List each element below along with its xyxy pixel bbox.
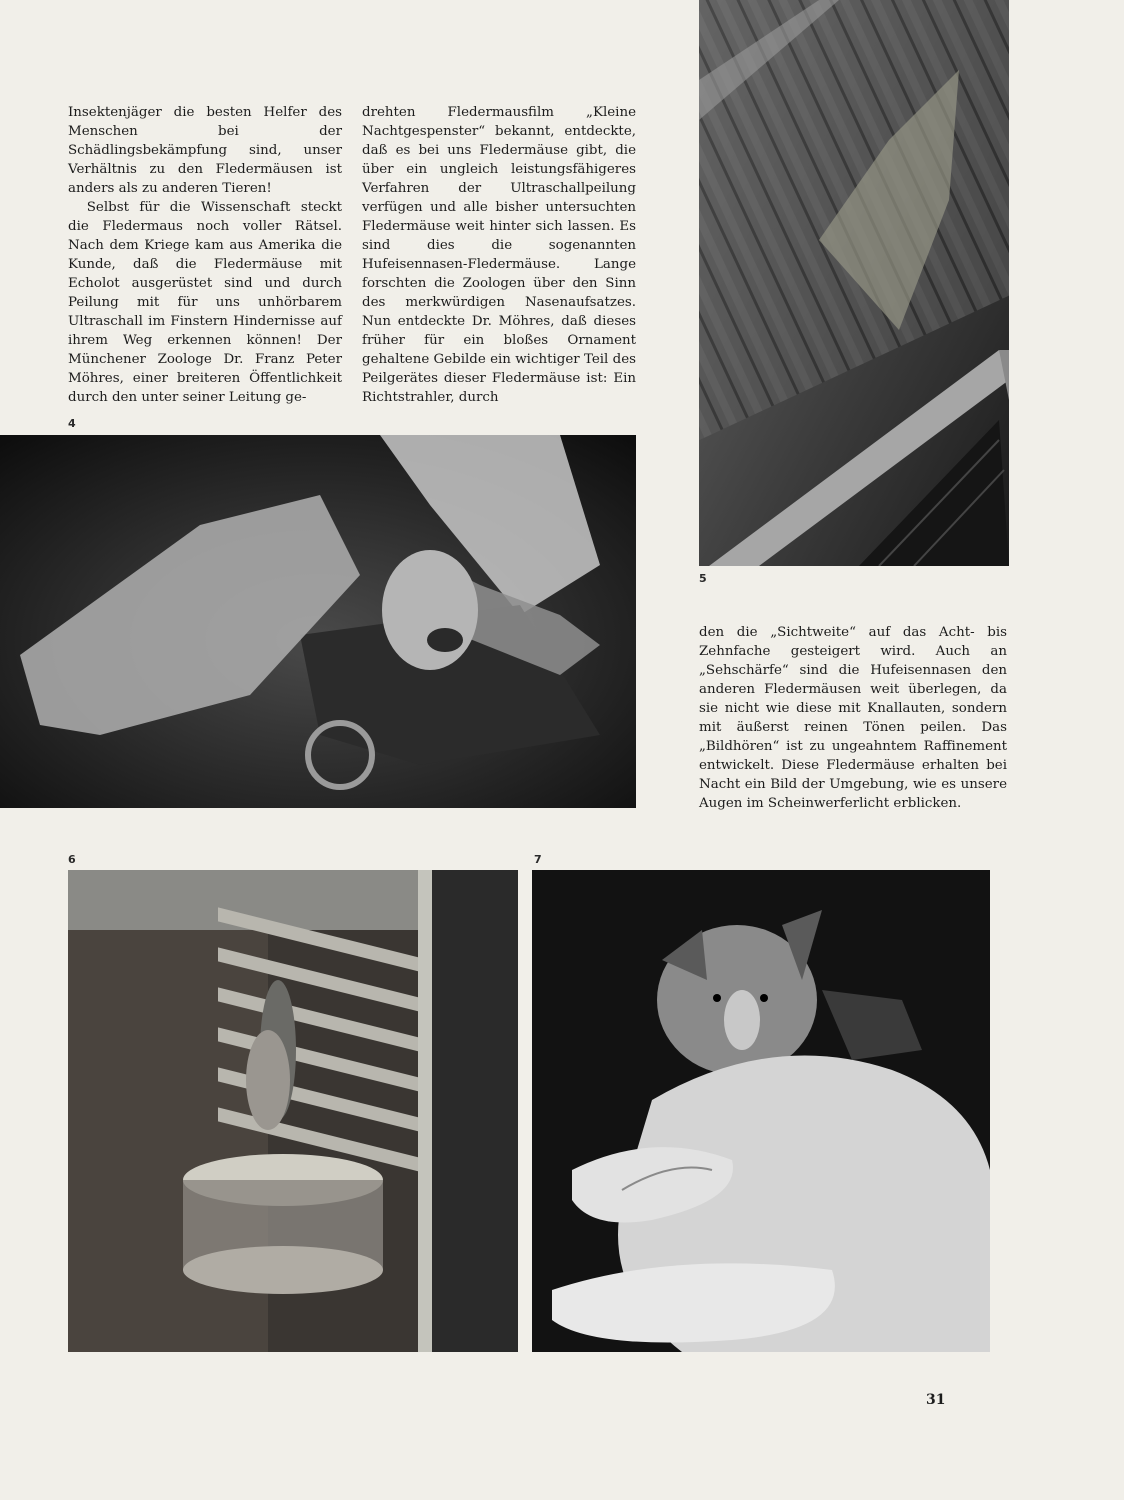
photo-bat-in-hand — [532, 870, 990, 1352]
page-number: 31 — [926, 1392, 946, 1408]
paragraph: drehten Fledermausfilm „Kleine Nachtgespenster“ bekannt, entdeckte, daß es bei uns Fledermäuse gibt, die über ein ungleich leistungsfähigeres Verfahren der Ultraschallpeilung verfügen und alle bisher untersuchten Fledermäuse weit hinter sich lassen. Es sind dies die sogenannten Hufeisennasen-Fledermäuse. Lange forschten die Zoologen über den Sinn des merkwürdigen Nasenaufsatzes. Nun entdeckte Dr. Möhres, daß dieses früher für ein bloßes Ornament gehaltene Gebilde ein wichtiger Teil des Peilgerätes dieser Fledermäuse ist: Ein Richtstrahler, durch — [362, 105, 636, 405]
text-column-3 — [699, 623, 1007, 813]
photo-bat-water-dish — [68, 870, 518, 1352]
paragraph: den die „Sichtweite“ auf das Acht- bis Zehnfache gesteigert wird. Auch an „Sehschärfe“ sind die Hufeisennasen den anderen Fledermäusen weit überlegen, da sie nicht wie diese mit Knallauten, sondern mit äußerst reinen Tönen peilen. Das „Bildhören“ ist zu ungeahntem Raffinement entwickelt. Diese Fledermäuse erhalten bei Nacht ein Bild der Umgebung, wie es unsere Augen im Scheinwerferlicht erblicken. — [699, 625, 1007, 811]
photo-bats-rafters — [699, 0, 1009, 566]
text-column-2 — [362, 103, 636, 407]
photo-bat-flying — [0, 435, 636, 808]
text-column-1 — [68, 103, 342, 407]
figure-number: 6 — [68, 853, 76, 866]
figure-number: 4 — [68, 417, 76, 430]
paragraph: Insektenjäger die besten Helfer des Menschen bei der Schädlingsbekämpfung sind, unser Verhältnis zu den Fledermäusen ist anders als zu anderen Tieren! — [68, 105, 342, 196]
figure-number: 7 — [534, 853, 542, 866]
paragraph: Selbst für die Wissenschaft steckt die Fledermaus noch voller Rätsel. Nach dem Kriege kam aus Amerika die Kunde, daß die Fledermäuse mit Echolot ausgerüstet sind und durch Peilung mit für uns unhörbarem Ultraschall im Finstern Hindernisse auf ihrem Weg erkennen können! Der Münchener Zoologe Dr. Franz Peter Möhres, einer breiteren Öffentlichkeit durch den unter seiner Leitung ge- — [68, 200, 342, 405]
figure-number: 5 — [699, 572, 707, 585]
